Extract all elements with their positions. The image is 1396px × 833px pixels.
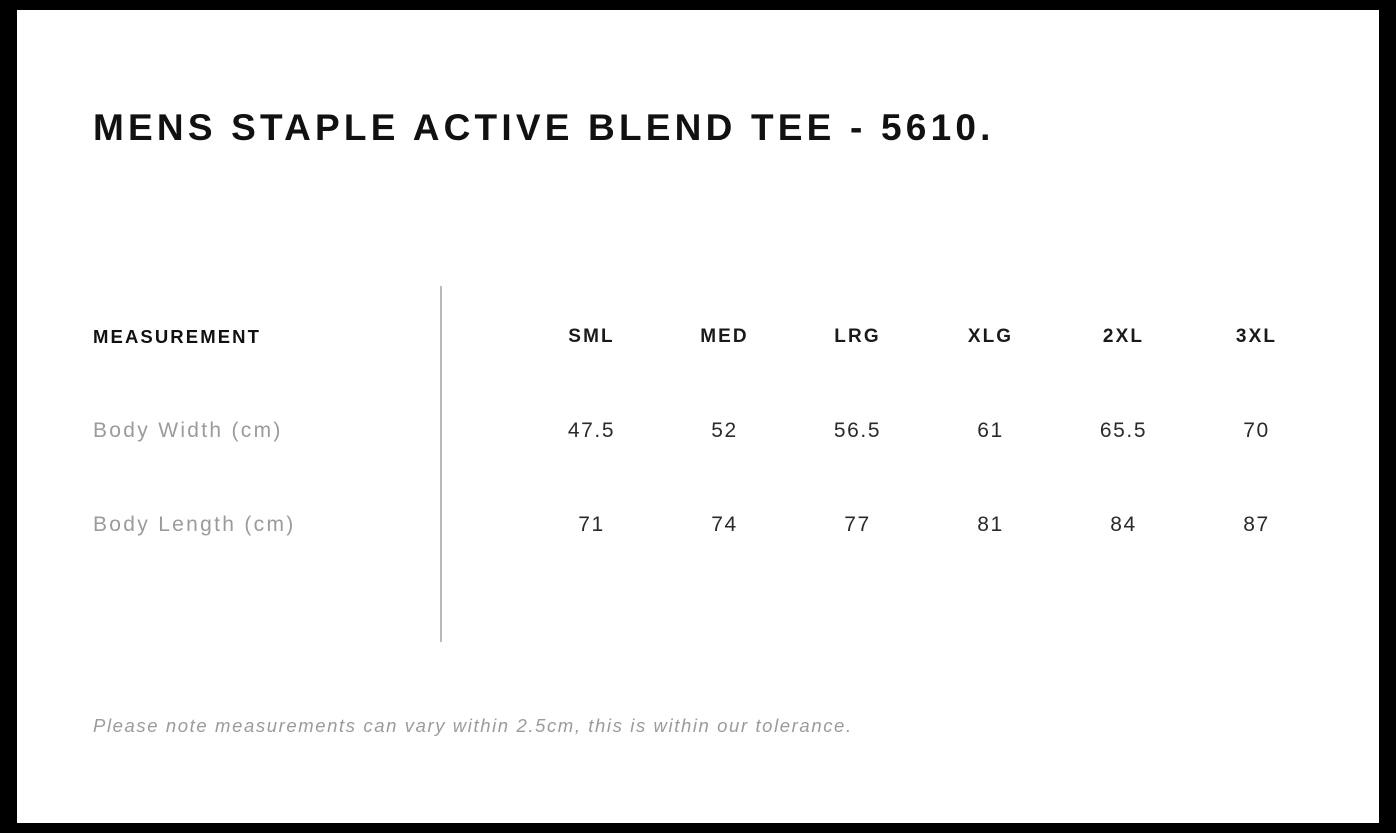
column-header-med: MED [700,326,749,347]
column-header-lrg: LRG [834,326,881,347]
cell-body-length-med: 74 [711,513,738,536]
size-chart-table [93,290,1323,572]
size-chart-page [17,10,1379,823]
column-header-measurement: MEASUREMENT [93,326,262,347]
cell-body-length-3xl: 87 [1243,513,1270,536]
column-header-2xl: 2XL [1102,326,1145,347]
cell-body-length-xlg: 81 [977,513,1004,536]
cell-body-length-sml: 71 [578,513,605,536]
table-row [93,478,1323,572]
row-label-body-width: Body Width (cm) [93,419,283,442]
table-row [93,384,1323,478]
cell-body-length-2xl: 84 [1110,513,1137,536]
size-chart-table-container [93,290,1323,572]
table-header [93,290,1323,384]
cell-body-width-med: 52 [711,419,738,442]
cell-body-width-xlg: 61 [977,419,1004,442]
cell-body-width-3xl: 70 [1243,419,1270,442]
column-header-3xl: 3XL [1235,326,1278,347]
column-header-sml: SML [568,326,615,347]
tolerance-note: Please note measurements can vary within 2.5cm, this is within our tolerance. [93,715,853,736]
page-title: MENS STAPLE ACTIVE BLEND TEE - 5610. [93,107,995,148]
column-header-xlg: XLG [967,326,1014,347]
row-label-body-length: Body Length (cm) [93,513,296,536]
table-body [93,384,1323,572]
cell-body-width-2xl: 65.5 [1099,419,1148,442]
cell-body-length-lrg: 77 [844,513,871,536]
table-header-row [93,290,1323,384]
cell-body-width-sml: 47.5 [567,419,616,442]
cell-body-width-lrg: 56.5 [833,419,882,442]
